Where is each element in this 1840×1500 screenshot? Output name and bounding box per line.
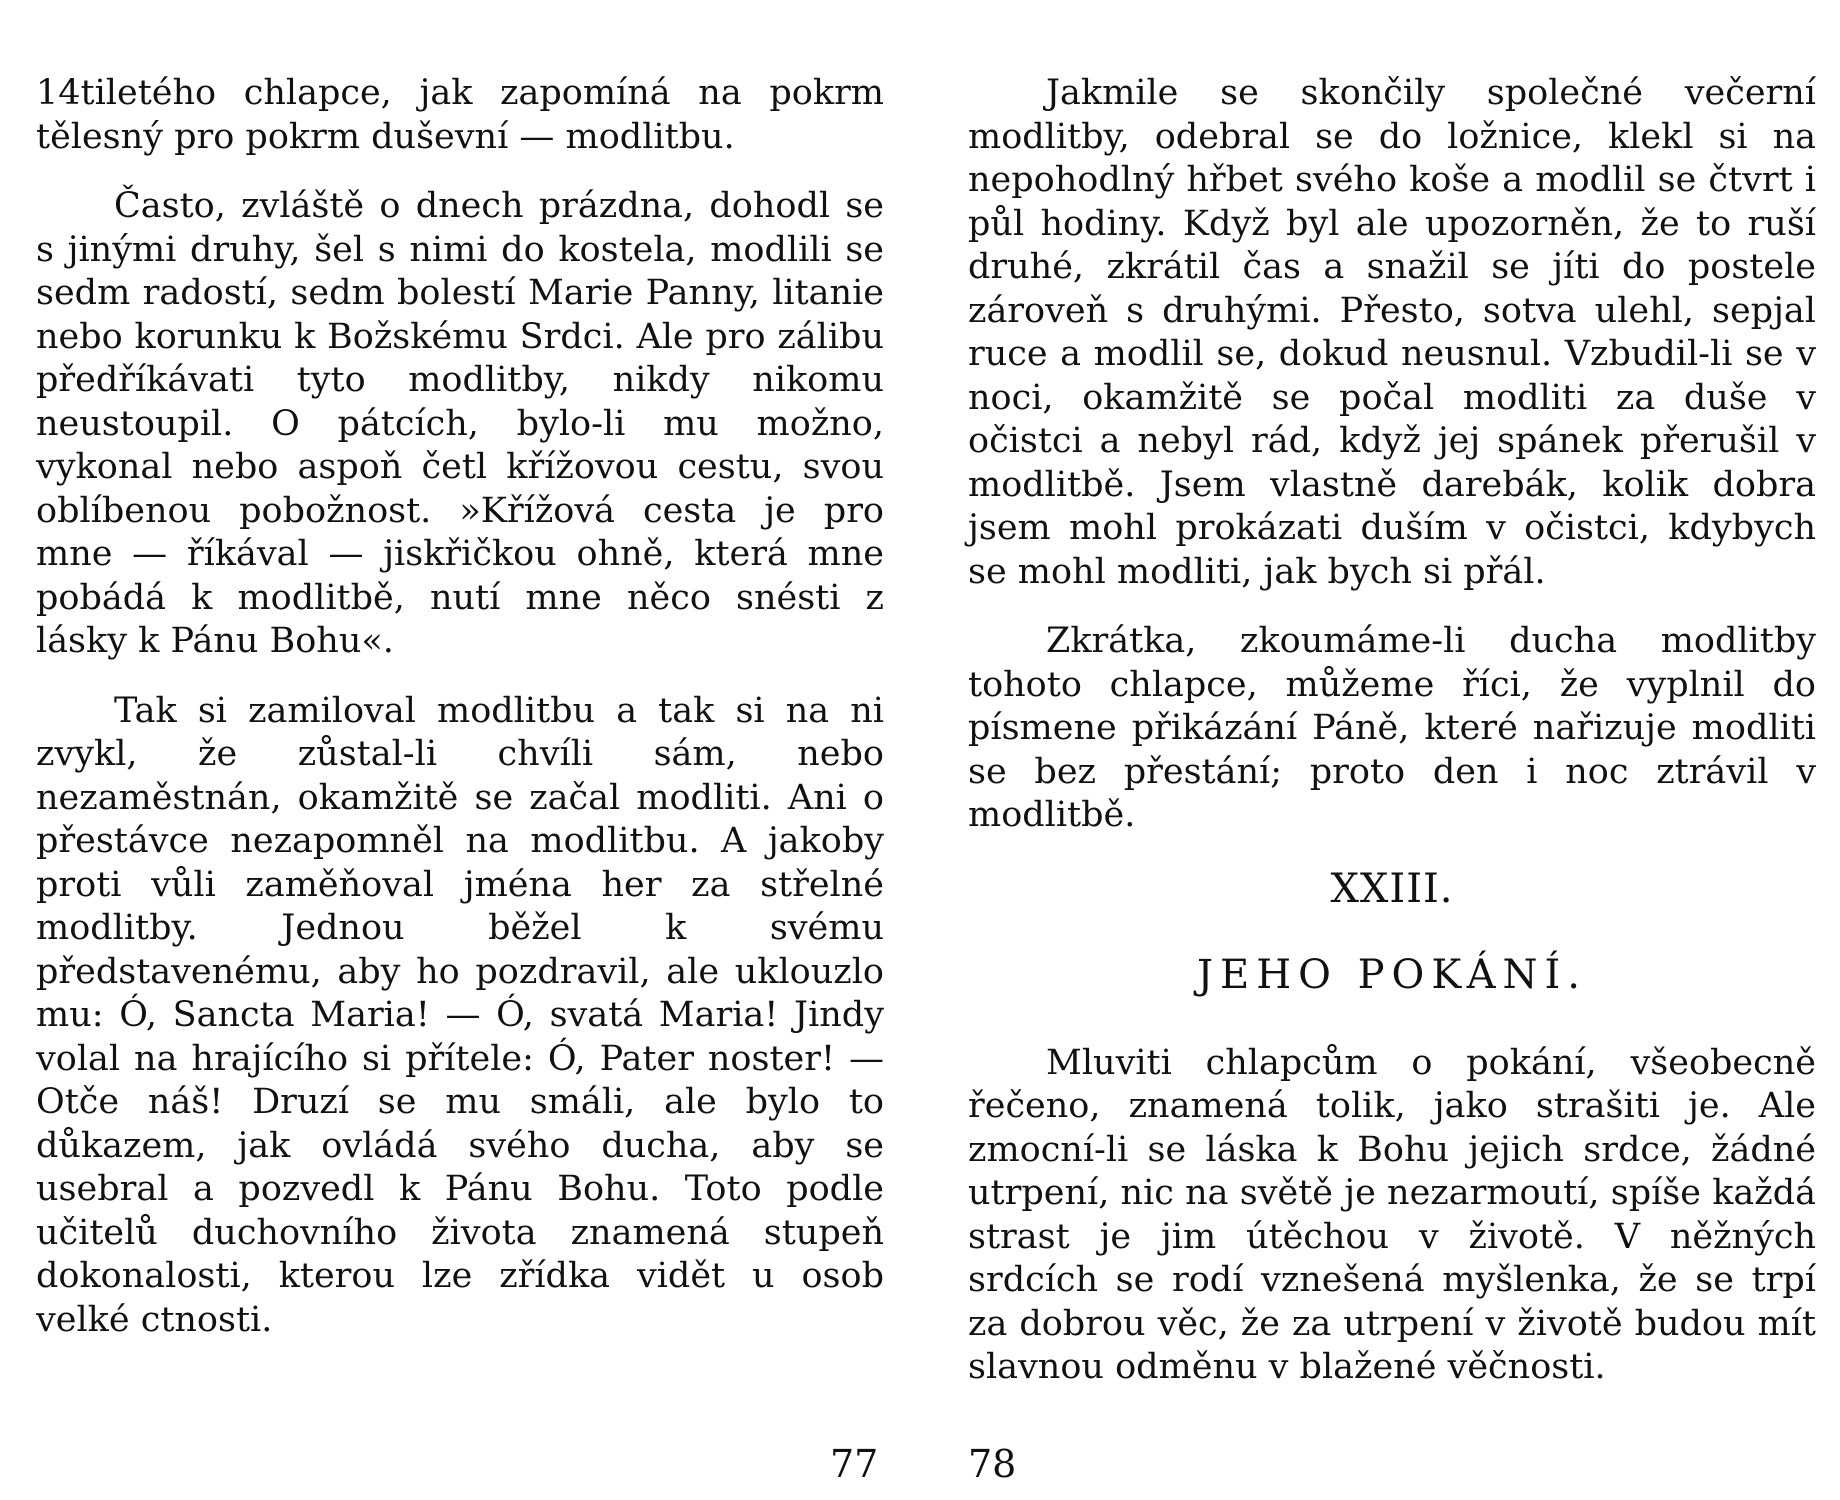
page-number-right: 78 <box>968 1442 1017 1486</box>
paragraph: Tak si zamiloval modlitbu a tak si na ni zvykl, že zůstal-li chvíli sám, nebo nezaměstnán, okamžitě se začal modliti. Ani o přestávce nezapomněl na modlitbu. A jakoby proti vůli zaměňoval jména her za střelné modlitby. Jednou běžel k svému představenému, aby ho pozdravil, ale uklouzlo mu: Ó, Sancta Maria! — Ó, svatá Maria! Jindy volal na hrajícího si přítele: Ó, Pater noster! — Otče náš! Druzí se mu smáli, ale bylo to důkazem, jak ovládá svého ducha, aby se usebral a pozvedl k Pánu Bohu. Toto podle učitelů duchovního života znamená stupeň dokonalosti, kterou lze zřídka vidět u osob velké ctnosti. <box>36 690 884 1340</box>
paragraph: Zkrátka, zkoumáme-li ducha modlitby tohoto chlapce, můžeme říci, že vyplnil do písmene přikázání Páně, které nařizuje modliti se bez přestání; proto den i noc ztrávil v modlitbě. <box>968 621 1816 835</box>
right-page <box>968 72 1816 1416</box>
paragraph: 14tiletého chlapce, jak zapomíná na pokrm tělesný pro pokrm duševní — modlitbu. <box>36 73 884 157</box>
page-number-left: 77 <box>830 1442 879 1486</box>
chapter-number: XXIII. <box>1330 865 1454 912</box>
chapter-title: JEHO POKÁNÍ. <box>1197 951 1587 998</box>
left-page <box>36 72 884 1368</box>
paragraph: Často, zvláště o dnech prázdna, dohodl se s jinými druhy, šel s nimi do kostela, modlili se sedm radostí, sedm bolestí Marie Panny, litanie nebo korunku k Božskému Srdci. Ale pro zálibu předříkávati tyto modlitby, nikdy nikomu neustoupil. O pátcích, bylo-li mu možno, vykonal nebo aspoň četl křížovou cestu, svou oblíbenou pobožnost. »Křížová cesta je pro mne — říkával — jiskřičkou ohně, která mne pobádá k modlitbě, nutí mne něco snésti z lásky k Pánu Bohu«. <box>36 186 884 661</box>
paragraph: Jakmile se skončily společné večerní modlitby, odebral se do ložnice, klekl si na nepohodlný hřbet svého koše a modlil se čtvrt i půl hodiny. Když byl ale upozorněn, že to ruší druhé, zkrátil čas a snažil se jíti do postele zároveň s druhými. Přesto, sotva ulehl, sepjal ruce a modlil se, dokud neusnul. Vzbudil-li se v noci, okamžitě se počal modliti za duše v očistci a nebyl rád, když jej spánek přerušil v modlitbě. Jsem vlastně darebák, kolik dobra jsem mohl prokázati duším v očistci, kdybych se mohl modliti, jak bych si přál. <box>968 73 1816 592</box>
paragraph: Mluviti chlapcům o pokání, všeobecně řečeno, znamená tolik, jako strašiti je. Ale zmocní-li se láska k Bohu jejich srdce, žádné utrpení, nic na světě je nezarmoutí, spíše každá strast je jim útěchou v životě. V něžných srdcích se rodí vznešená myšlenka, že se trpí za dobrou věc, že za utrpení v životě budou mít slavnou odměnu v blažené věčnosti. <box>968 1042 1816 1387</box>
